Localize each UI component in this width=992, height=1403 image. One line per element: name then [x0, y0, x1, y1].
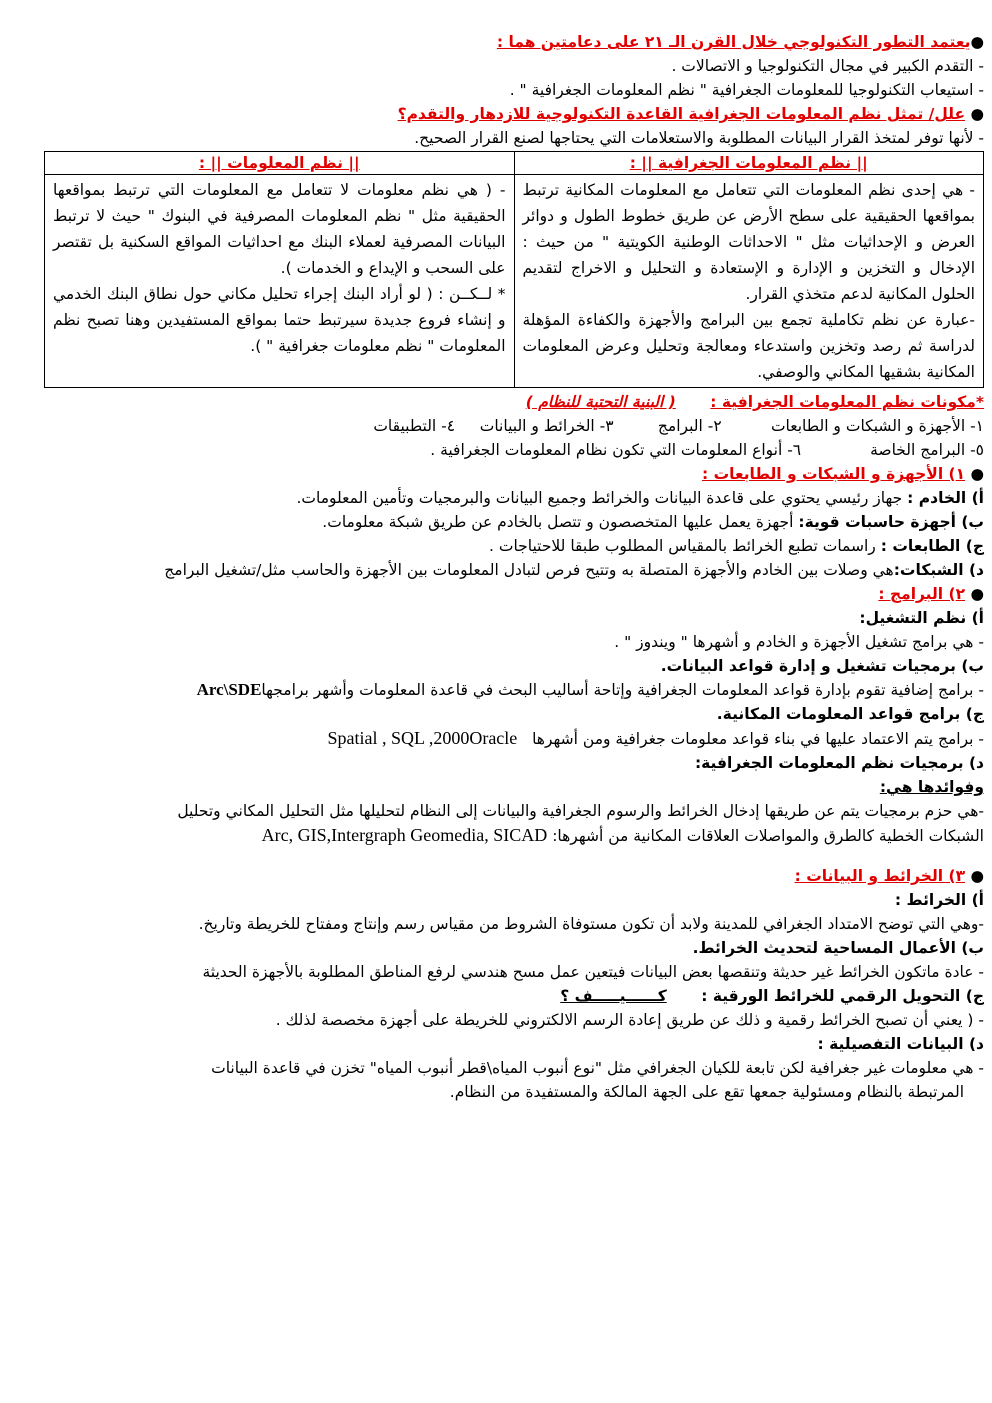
- why-answer: - لأنها توفر لمتخذ القرار البيانات المطلوبة والاستعلامات التي يحتاجها لصنع القرار الصحيح.: [414, 129, 984, 147]
- components-heading-line: [44, 390, 984, 414]
- gis-definition-2: -عبارة عن نظم تكاملية تجمع بين البرامج والأجهزة والكفاءة المؤهلة لدراسة ثم رصد وتخزين واستدعاء ومعالجة وتحليل وعرض المعلومات المكانية بشقيها المكاني والوصفي.: [522, 311, 975, 381]
- component-item-3: ٣- الخرائط و البيانات: [479, 417, 614, 435]
- components-heading: *مكونات نظم المعلومات الجغرافية :: [710, 393, 984, 411]
- gis-definition-1: - هي إحدى نظم المعلومات التي تتعامل مع المعلومات المكانية ترتبط بمواقعها الحقيقية على سطح الأرض عن طريق خطوط الطول و دوائر العرض و الإحداثيات مثل " الاحداثات الوطنية الكويتية " من حيث : الإدخال و التخزين و الإدارة و الإستعادة و التحليل و الاخراج لتقديم الحلول المكانية لدعم متخذي القرار.: [522, 181, 975, 303]
- section-1-heading: ١) الأجهزة و الشبكات و الطابعات :: [701, 465, 966, 483]
- components-heading-note: ( البنية التحتية للنظام ): [525, 393, 676, 411]
- component-item-5: ٥- البرامج الخاصة: [870, 441, 984, 459]
- gis-software-label: د) برمجيات نظم المعلومات الجغرافية:: [694, 754, 984, 772]
- printers-text: راسمات تطبع الخرائط بالمقياس المطلوب طبقا للاحتياجات .: [489, 537, 876, 555]
- bullet-icon: ●: [965, 585, 984, 603]
- survey-text: - عادة ماتكون الخرائط غير حديثة وتنقصها بعض البيانات فيتعين عمل مسح هندسي لرفع المناطق المطلوبة بالأجهزة الحديثة: [202, 963, 984, 981]
- gis-definition-cell: [514, 175, 984, 388]
- intro-pillar-2: - استيعاب التكنولوجيا للمعلومات الجغرافية " نظم المعلومات الجغرافية " .: [509, 81, 984, 99]
- section-2-heading: ٢) البرامج :: [878, 585, 966, 603]
- printers-line: [44, 534, 984, 558]
- server-line: [44, 486, 984, 510]
- dbms-label: ب) برمجيات تشغيل و إدارة قواعد البيانات.: [660, 657, 984, 675]
- computers-label: ب) أجهزة حاسبات قوية:: [798, 513, 984, 531]
- is-definition-1: - ( هي نظم معلومات لا تتعامل مع المعلومات التي ترتبط بمواقعها الحقيقية مثل " نظم المعلومات المصرفية في البنوك " حيث لا ترتبط البيانات المصرفية لعملاء البنك مع احداثيات المواقع السكنية بل تقتصر على السحب و الإيداع و الخدمات ).: [53, 181, 506, 277]
- server-text: جهاز رئيسي يحتوي على قاعدة البيانات والخرائط وجميع البيانات والبرمجيات وتأمين المعلومات.: [296, 489, 903, 507]
- component-item-6: ٦- أنواع المعلومات التي تكون نظام المعلومات الجغرافية .: [430, 441, 802, 459]
- intro-heading: يعتمد التطور التكنولوجي خلال القرن الـ ٢١ على دعامتين هما :: [496, 33, 971, 51]
- why-heading: علل/ تمثل نظم المعلومات الجغرافية القاعدة التكنولوجية للازدهار والتقدم؟: [397, 105, 966, 123]
- os-label: أ) نظم التشغيل:: [859, 609, 984, 627]
- gis-software-benefits: وفوائدها هي:: [879, 778, 984, 796]
- digitizing-question: كــــــيـــــف ؟: [560, 987, 667, 1005]
- spatial-db-line: [44, 726, 984, 751]
- is-header: || نظم المعلومات || :: [198, 154, 360, 172]
- digitizing-line: [44, 984, 984, 1008]
- why-heading-line: [44, 102, 984, 126]
- computers-text: أجهزة يعمل عليها المتخصصون و تتصل بالخادم عن طريق شبكة معلومات.: [322, 513, 794, 531]
- spacer: [44, 848, 984, 864]
- section-3-heading: ٣) الخرائط و البيانات :: [794, 867, 966, 885]
- printers-label: ج) الطابعات :: [880, 537, 984, 555]
- attribute-data-label: د) البيانات التفصيلية :: [817, 1035, 984, 1053]
- networks-text: هي وصلات بين الخادم والأجهزة المتصلة به وتتيح فرص لتبادل المعلومات بين الأجهزة والحاسب مثل/تشغيل البرامج: [164, 561, 894, 579]
- dbms-example: Arc\SDE: [196, 680, 262, 699]
- bullet-icon: ●: [965, 105, 984, 123]
- components-row-1: [44, 414, 984, 438]
- section-1-heading-line: [44, 462, 984, 486]
- gis-header: || نظم المعلومات الجغرافية || :: [629, 154, 868, 172]
- dbms-text: - برامج إضافية تقوم بإدارة قواعد المعلومات الجغرافية وإتاحة أساليب البحث في قاعدة المعلومات وأشهر برامجها: [261, 681, 984, 699]
- gis-software-line-2: [44, 823, 984, 848]
- document-page: [44, 30, 984, 1104]
- intro-heading-line: [44, 30, 984, 54]
- computers-line: [44, 510, 984, 534]
- spatial-db-examples: Spatial , SQL ,2000Oracle: [327, 728, 518, 748]
- server-label: أ) الخادم :: [907, 489, 984, 507]
- gis-software-text-2: الشبكات الخطية كالطرق والمواصلات العلاقات المكانية من أشهرها:: [552, 827, 984, 845]
- is-header-cell: [45, 152, 515, 175]
- comparison-table: [44, 151, 984, 388]
- attribute-data-text-2: المرتبطة بالنظام ومسئولية جمعها تقع على الجهة المالكة والمستفيدة من النظام.: [449, 1083, 964, 1101]
- intro-pillar-1: - التقدم الكبير في مجال التكنولوجيا و الاتصالات .: [671, 57, 984, 75]
- is-definition-cell: [45, 175, 515, 388]
- component-item-2: ٢- البرامج: [657, 417, 722, 435]
- networks-line: [44, 558, 984, 582]
- attribute-data-text-1: - هي معلومات غير جغرافية لكن تابعة للكيان الجغرافي مثل "نوع أنبوب المياه\قطر أنبوب المياه" تخزن في قاعدة البيانات: [211, 1059, 984, 1077]
- section-3-heading-line: [44, 864, 984, 888]
- component-item-1: ١- الأجهزة و الشبكات و الطابعات: [770, 417, 984, 435]
- section-2-heading-line: [44, 582, 984, 606]
- maps-label: أ) الخرائط :: [894, 891, 984, 909]
- bullet-icon: ●: [965, 867, 984, 885]
- digitizing-label: ج) التحويل الرقمي للخرائط الورقية :: [701, 987, 984, 1005]
- gis-header-cell: [514, 152, 984, 175]
- networks-label: د) الشبكات:: [893, 561, 984, 579]
- dbms-line: [44, 678, 984, 702]
- components-row-2: [44, 438, 984, 462]
- spatial-db-text: - برامج يتم الاعتماد عليها في بناء قواعد معلومات جغرافية ومن أشهرها: [532, 730, 984, 748]
- bullet-icon: ●: [965, 465, 984, 483]
- gis-software-examples: Arc, GIS,Intergraph Geomedia, SICAD: [261, 825, 548, 845]
- gis-software-text-1: -هي حزم برمجيات يتم عن طريقها إدخال الخرائط والرسوم الجغرافية والبيانات إلى النظام لتحليلها مثل التحليل المكاني وتحليل: [177, 802, 984, 820]
- os-text: - هي برامج تشغيل الأجهزة و الخادم و أشهرها " ويندوز " .: [614, 633, 984, 651]
- spatial-db-label: ج) برامج قواعد المعلومات المكانية.: [716, 705, 984, 723]
- bullet-icon: ●: [970, 33, 984, 51]
- maps-text: -وهي التي توضح الامتداد الجغرافي للمدينة ولابد أن تكون مستوفاة الشروط من مقياس رسم وإنتاج ومفتاح للخريطة وتاريخ.: [198, 915, 984, 933]
- is-definition-2: * لــكــن : ( لو أراد البنك إجراء تحليل مكاني حول نطاق البنك الخدمي و إنشاء فروع جديدة سيرتبط حتما بمواقع المستفيدين وهنا تصبح نظم المعلومات " نظم معلومات جغرافية " ).: [53, 285, 506, 355]
- digitizing-text: - ( يعني أن تصبح الخرائط رقمية و ذلك عن طريق إعادة الرسم الالكتروني للخريطة على أجهزة مخصصة لذلك .: [275, 1011, 984, 1029]
- survey-label: ب) الأعمال المساحية لتحديث الخرائط.: [692, 939, 984, 957]
- component-item-4: ٤- التطبيقات: [373, 417, 456, 435]
